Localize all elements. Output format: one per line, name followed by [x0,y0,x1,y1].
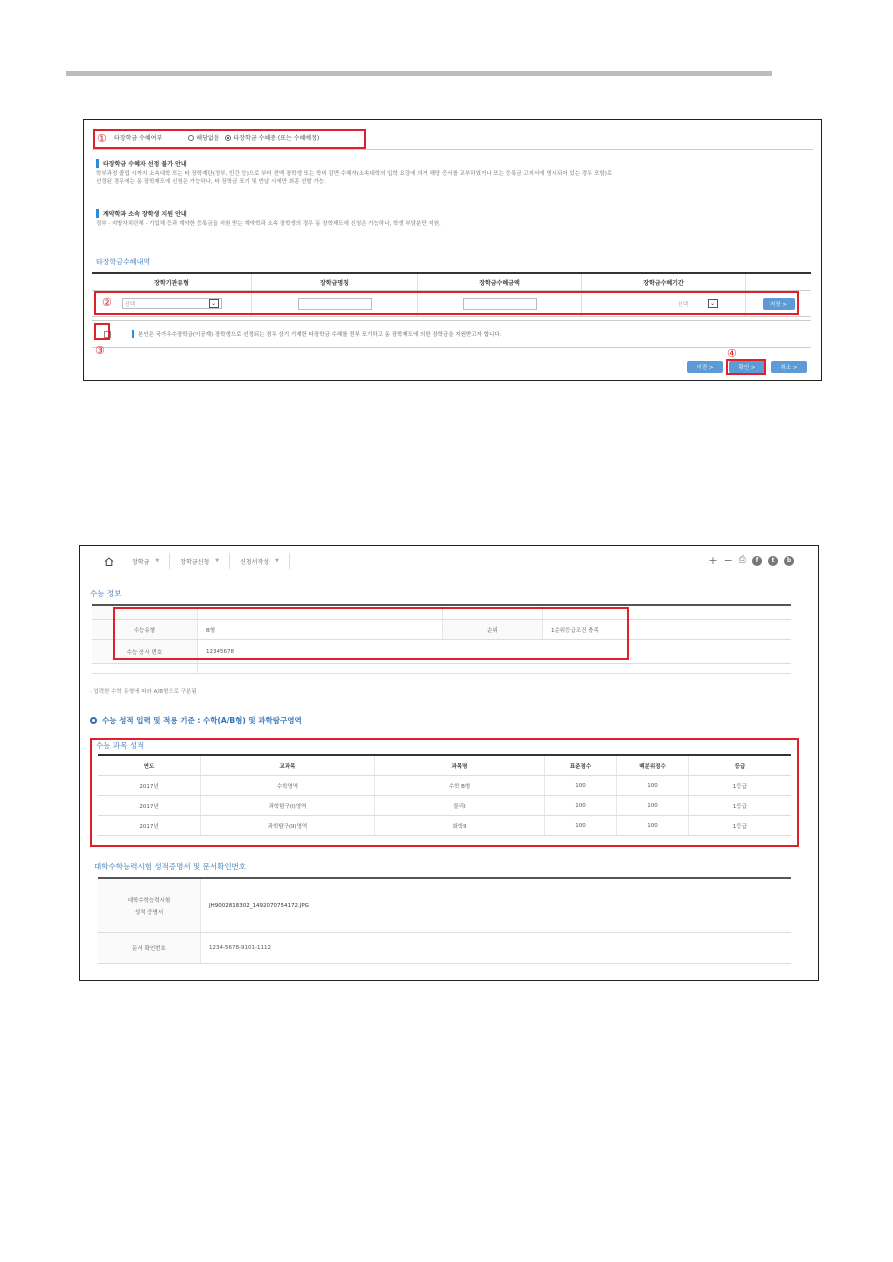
cell-subject: 물리I [375,796,545,815]
cell-standard-score: 100 [545,796,617,815]
csat-info-title: 수능 정보 [90,589,122,598]
breadcrumb-item[interactable] [170,553,230,569]
exam-no-value: 12345678 [206,648,234,655]
notice-contract-dept [96,209,806,228]
highlight-box-4 [726,359,766,375]
chevron-down-icon: ▼ [275,558,279,564]
notice-contract-body: 정부 · 지방자치단체 · 기업체 등과 계약한 등록금을 지원 받는 계약학과 소속 장학생의 경우 동 장학제도에 신청은 가능하나, 학생 부담분만 지원. [96,221,441,227]
cert-label-line-1: 대학수학능력시험 [127,897,171,904]
exam-no-label: 수능 응시 번호 [92,640,198,663]
marker-1: ① [97,132,107,145]
notice-contract-title: 계약학과 소속 장학생 지원 안내 [96,209,806,218]
prev-button[interactable]: 이전 > [687,361,723,373]
cert-file-name[interactable]: JH9002818302_1492070754172.JPG [209,902,309,909]
notice-ineligible-body-2: 선정된 경우에는 동 장학제도에 신청은 가능하나, 타 장학금 포기 및 반납 시에만 최종 선발 가능. [96,179,326,185]
cell-subject-area: 과학탐구(I)영역 [201,796,375,815]
cert-title: 대학수학능력시험 성적증명서 및 문서확인번호 [94,862,247,871]
cell-standard-score: 100 [545,776,617,795]
cell-standard-score: 100 [545,816,617,835]
col-header: 장학기관유형 [92,274,252,290]
highlight-box-scores [90,738,799,847]
other-scholarship-section-title: 타장학금수혜내역 [96,258,151,266]
col-header: 장학금명칭 [252,274,418,290]
facebook-icon[interactable]: f [752,556,762,566]
csat-type-label: 수능유형 [92,620,198,639]
cell-subject: 화학II [375,816,545,835]
notice-ineligible [96,159,806,186]
cell-percentile: 100 [617,816,689,835]
col-header: 연도 [98,756,201,775]
criteria-title [90,715,302,726]
rank-value: 1순위등급조건 충족 [551,627,599,634]
toolbar [708,555,794,566]
cell-percentile: 100 [617,776,689,795]
zoom-out-icon[interactable]: − [723,554,733,567]
col-header: 표준점수 [545,756,617,775]
circle-bullet-icon [90,717,97,724]
cell-year: 2017년 [98,776,201,795]
agreement-row [92,320,811,348]
highlight-box-2 [94,291,799,315]
cell-grade: 1등급 [732,783,748,790]
cert-table [98,877,791,964]
cell-year: 2017년 [98,816,201,835]
breadcrumb-item[interactable] [122,553,170,569]
org-type-select-value: 선택 [124,301,136,308]
cell [92,664,198,673]
notice-ineligible-body-1: 학부과정 졸업 시까지 소속대학 또는 타 장학재단(정부, 민간 등)으로 부터 전액 장학생 또는 학비 감면 수혜자(소속대학의 입학 요강에 의거 해당 증서를 교부하였거나 또는 등록금 고지서에 명시되어 있는 경우 포함)로 [96,171,613,177]
cell-year: 2017년 [98,796,201,815]
doc-no-value: 1234-5678-9101-1112 [209,945,271,951]
table-row [98,879,791,933]
scholarship-receipt-screenshot [83,119,822,381]
breadcrumb-item[interactable] [230,553,290,569]
col-header-empty [746,274,811,290]
cell-grade: 1등급 [732,823,748,830]
cert-label-line-2: 성적 증명서 [134,909,164,916]
radio-receiving-label: 타장학금 수혜중 (또는 수혜예정) [233,135,320,142]
chevron-down-icon: ⌄ [708,299,718,308]
agreement-bar [132,330,134,338]
cell-subject: 수학 B형 [375,776,545,795]
chevron-down-icon: ▼ [215,558,220,564]
rank-label: 순위 [443,620,543,639]
csat-type-note: · 입력한 수학 유형에 따라 A/B형으로 구분됨 [90,689,197,695]
col-header: 교과목 [201,756,375,775]
col-header: 과목명 [375,756,545,775]
doc-no-label: 문서 확인번호 [98,933,201,963]
cert-label [98,879,201,932]
breadcrumb-item-label: 장학금 [132,558,150,566]
marker-2: ② [102,296,112,309]
highlight-box-1 [93,129,366,149]
cell-subject-area: 과학탐구(II)영역 [201,816,375,835]
cell-percentile: 100 [617,796,689,815]
col-header: 등급 [734,763,746,770]
criteria-title-text: 수능 성적 입력 및 적용 기준 : 수학(A/B형) 및 과학탐구영역 [102,716,302,725]
radio-none-label: 해당없음 [196,135,220,142]
scores-title: 수능 과목 성적 [96,741,145,750]
col-header: 백분위점수 [617,756,689,775]
cell-subject-area: 수학영역 [201,776,375,795]
twitter-icon[interactable]: t [768,556,778,566]
cancel-button[interactable]: 취소 > [771,361,807,373]
blog-icon[interactable]: b [784,556,794,566]
table-row [98,933,791,964]
confirm-button[interactable]: 확인 > [729,361,765,373]
table-row [92,664,791,674]
highlight-box-csat-info [113,607,629,660]
period-select-value: 선택 [677,301,689,308]
zoom-in-icon[interactable]: + [708,554,718,567]
page-header-rule [66,71,772,76]
csat-info-screenshot [79,545,819,981]
table-header [92,274,811,291]
chevron-down-icon: ⌄ [209,299,219,308]
save-button[interactable]: 저장 > [763,298,795,310]
col-header: 장학금수혜기간 [582,274,746,290]
marker-3: ③ [95,344,105,357]
agreement-text: 본인은 국가우수장학금(이공계) 장학생으로 선정되는 경우 상기 기재한 타장학금 수혜를 전부 포기하고 동 장학제도에 의한 장학금을 지원받고자 합니다. [138,332,502,338]
home-icon[interactable] [104,557,114,566]
cell [198,664,791,673]
marker-4: ④ [727,347,737,360]
cell-grade: 1등급 [732,803,748,810]
print-icon[interactable]: ⎙ [738,555,746,565]
breadcrumb [80,546,818,576]
chevron-down-icon: ▼ [155,558,160,564]
highlight-box-3 [94,323,110,340]
notice-ineligible-title: 타장학금 수혜자 선정 불가 안내 [96,159,806,168]
breadcrumb-item-label: 장학금신청 [180,558,210,566]
breadcrumb-item-label: 신청서작성 [240,558,270,566]
receipt-status-label: 타장학금 수혜여부 [114,135,163,142]
col-header: 장학금수혜금액 [418,274,582,290]
csat-type-value: B형 [198,620,443,639]
